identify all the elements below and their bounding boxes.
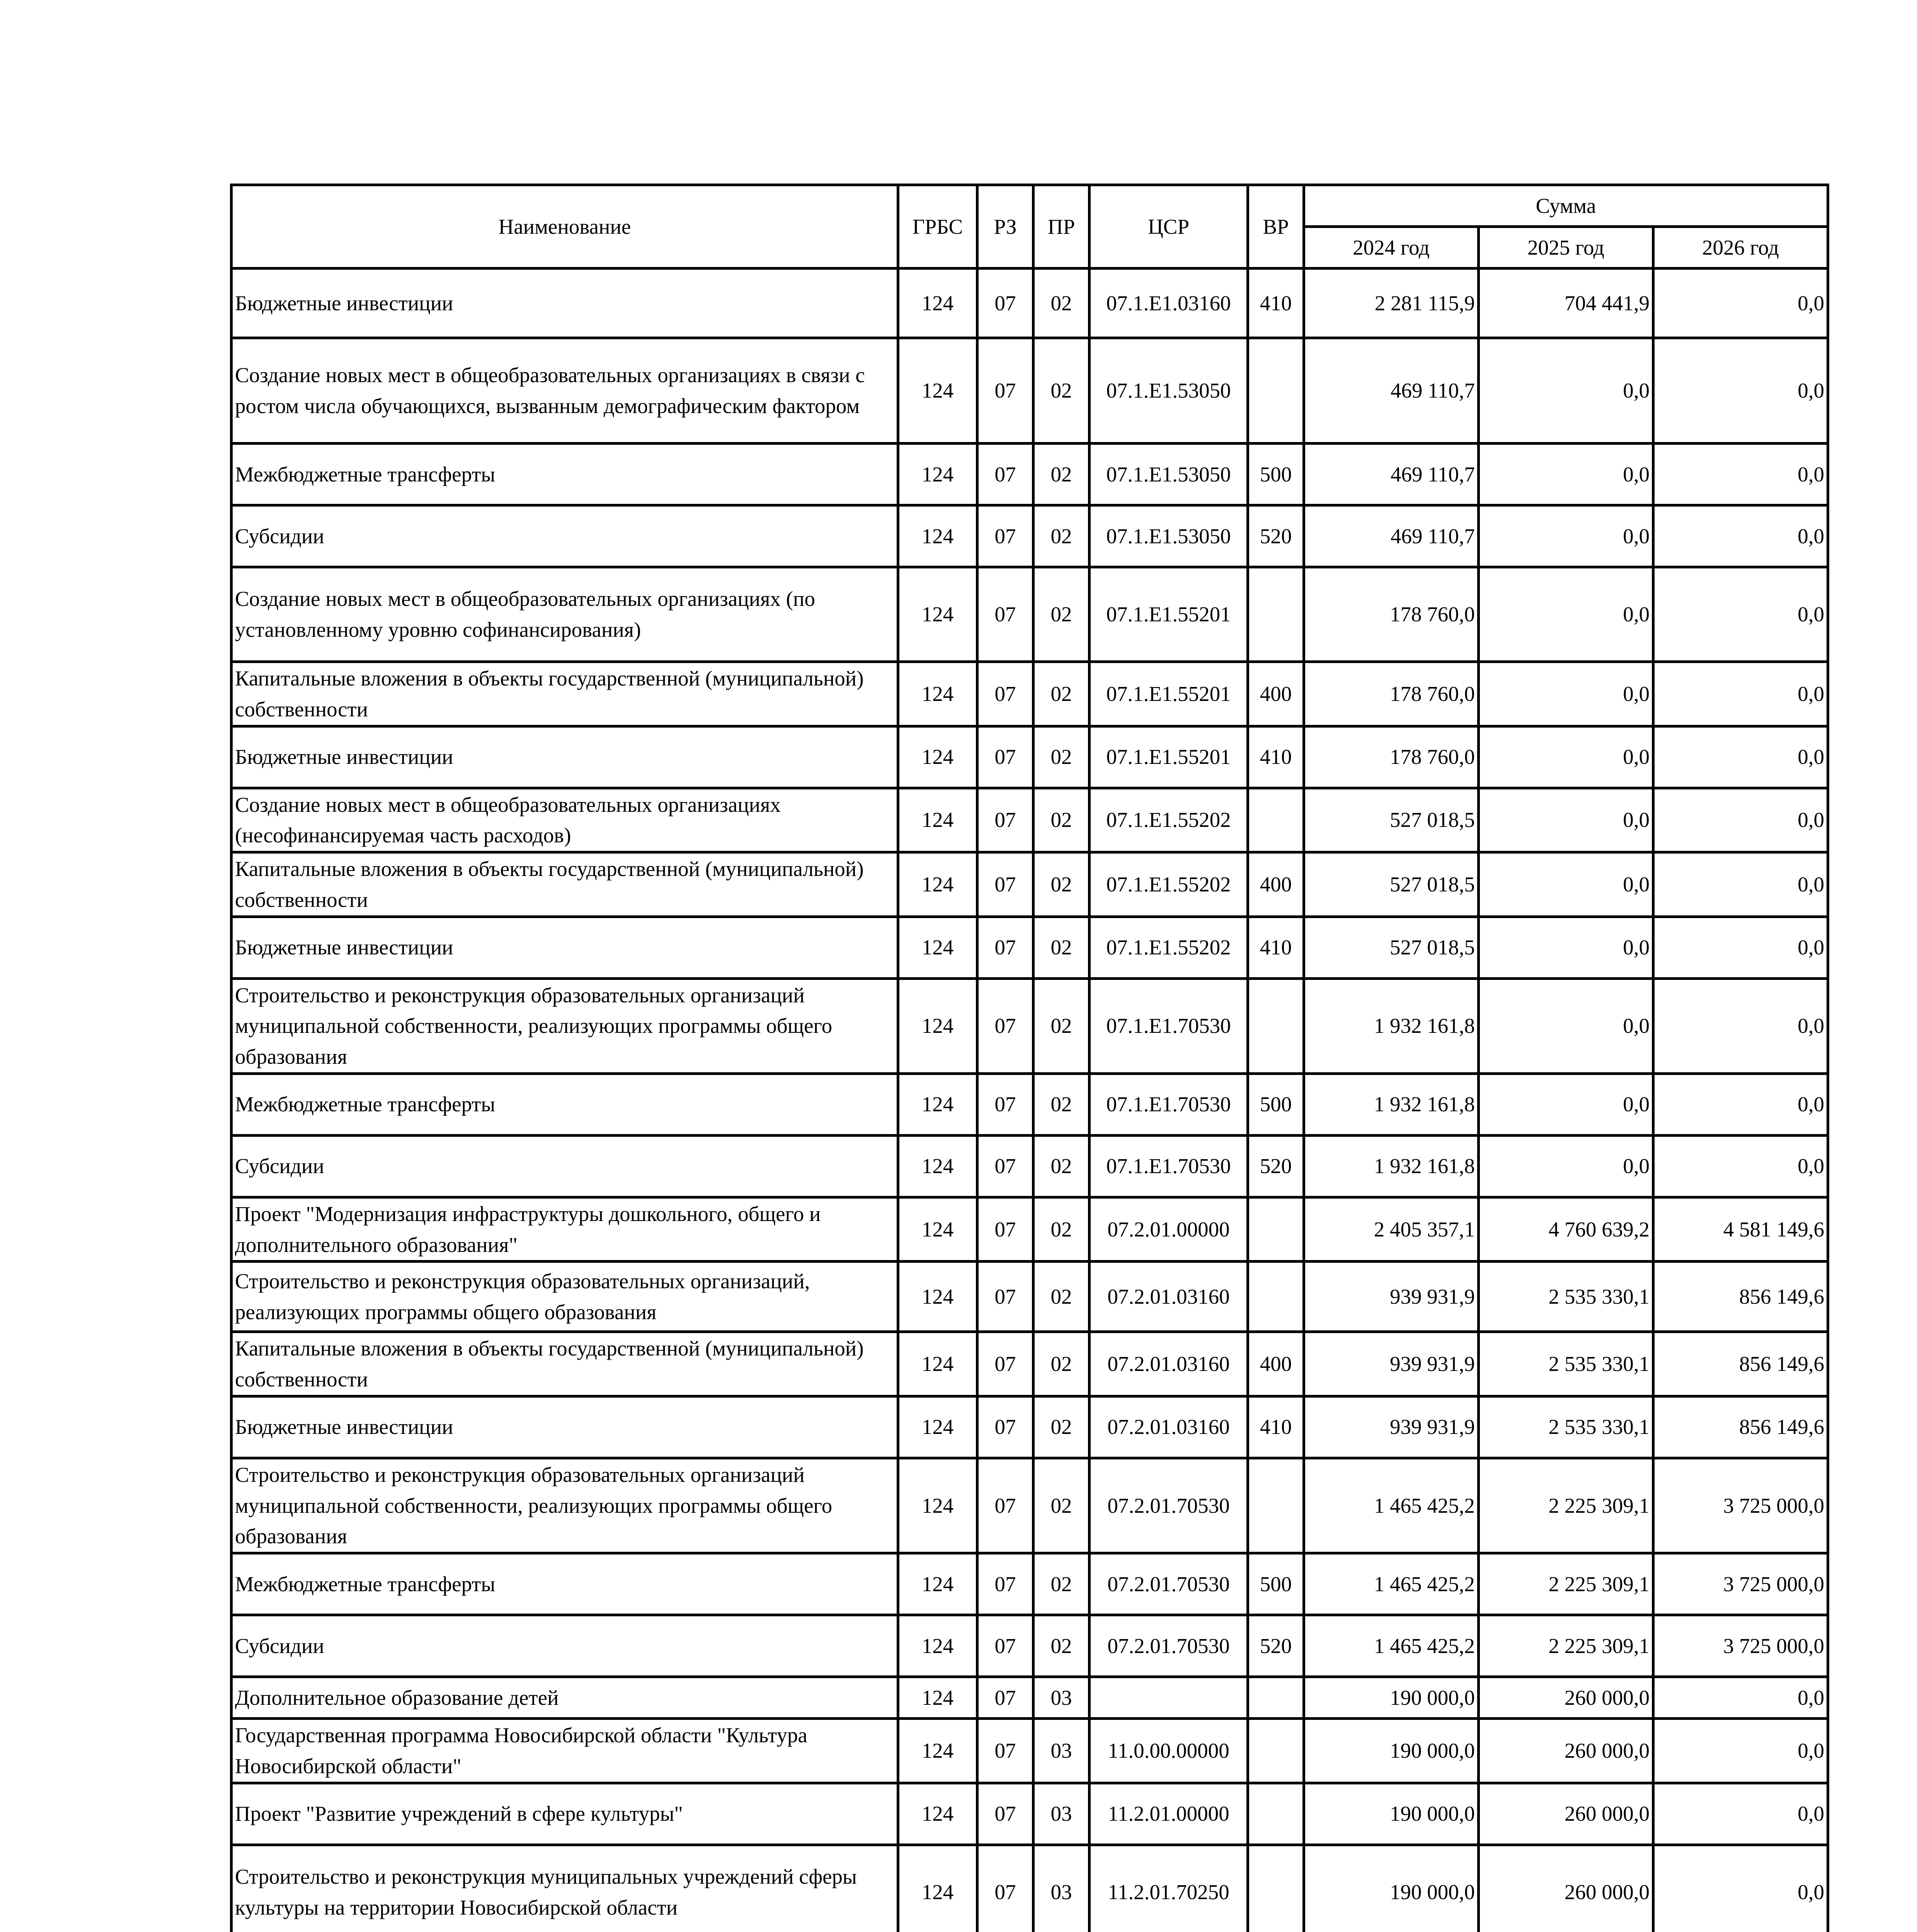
cell-pr: 02: [1033, 978, 1090, 1073]
table-row: [232, 1677, 1828, 1719]
cell-name: Бюджетные инвестиции: [232, 726, 898, 788]
cell-name: Межбюджетные трансферты: [232, 1553, 898, 1615]
cell-sum-2025: 0,0: [1479, 567, 1653, 662]
table-header: [232, 185, 1828, 269]
cell-sum-2024: 939 931,9: [1304, 1262, 1479, 1332]
cell-rz: 07: [977, 1719, 1033, 1783]
cell-name: Создание новых мест в общеобразовательных организациях (по установленному уровню софинансирования): [232, 567, 898, 662]
cell-sum-2024: 527 018,5: [1304, 852, 1479, 917]
cell-rz: 07: [977, 269, 1033, 338]
cell-sum-2026: 856 149,6: [1653, 1262, 1828, 1332]
cell-pr: 02: [1033, 726, 1090, 788]
cell-csr: 07.2.01.03160: [1090, 1396, 1248, 1458]
cell-sum-2024: 527 018,5: [1304, 917, 1479, 978]
cell-sum-2026: 0,0: [1653, 1783, 1828, 1845]
column-header-year-2024: 2024 год: [1304, 227, 1479, 269]
cell-csr: 07.1.E1.55201: [1090, 567, 1248, 662]
cell-grbs: 124: [898, 917, 977, 978]
cell-sum-2026: 0,0: [1653, 1845, 1828, 1932]
cell-pr: 02: [1033, 852, 1090, 917]
cell-grbs: 124: [898, 788, 977, 852]
table-row: [232, 1262, 1828, 1332]
cell-csr: 07.1.E1.55202: [1090, 917, 1248, 978]
cell-sum-2025: 0,0: [1479, 978, 1653, 1073]
cell-csr: 07.1.E1.55202: [1090, 852, 1248, 917]
cell-sum-2026: 0,0: [1653, 788, 1828, 852]
table-row: [232, 1719, 1828, 1783]
cell-vr: 500: [1248, 1073, 1304, 1135]
cell-grbs: 124: [898, 1719, 977, 1783]
cell-rz: 07: [977, 788, 1033, 852]
cell-grbs: 124: [898, 1615, 977, 1677]
cell-sum-2026: 0,0: [1653, 917, 1828, 978]
table-body: [232, 269, 1828, 1932]
cell-sum-2026: 3 725 000,0: [1653, 1615, 1828, 1677]
cell-sum-2026: 0,0: [1653, 1073, 1828, 1135]
cell-vr: [1248, 788, 1304, 852]
table-row: [232, 1553, 1828, 1615]
cell-sum-2026: 0,0: [1653, 978, 1828, 1073]
cell-sum-2026: 0,0: [1653, 567, 1828, 662]
cell-name: Дополнительное образование детей: [232, 1677, 898, 1719]
table-row: [232, 1396, 1828, 1458]
cell-sum-2024: 469 110,7: [1304, 338, 1479, 444]
cell-grbs: 124: [898, 1332, 977, 1396]
table-row: [232, 269, 1828, 338]
cell-grbs: 124: [898, 1845, 977, 1932]
cell-sum-2024: 939 931,9: [1304, 1332, 1479, 1396]
cell-grbs: 124: [898, 726, 977, 788]
cell-grbs: 124: [898, 1073, 977, 1135]
cell-pr: 03: [1033, 1719, 1090, 1783]
cell-pr: 03: [1033, 1783, 1090, 1845]
cell-csr: 07.1.E1.55201: [1090, 662, 1248, 726]
table-row: [232, 917, 1828, 978]
column-header-pr: ПР: [1033, 185, 1090, 269]
cell-pr: 02: [1033, 567, 1090, 662]
table-row: [232, 1332, 1828, 1396]
cell-vr: [1248, 1783, 1304, 1845]
cell-sum-2024: 190 000,0: [1304, 1783, 1479, 1845]
cell-rz: 07: [977, 567, 1033, 662]
table-row: [232, 662, 1828, 726]
cell-pr: 02: [1033, 1262, 1090, 1332]
cell-sum-2024: 190 000,0: [1304, 1677, 1479, 1719]
cell-name: Проект "Развитие учреждений в сфере культуры": [232, 1783, 898, 1845]
table-row: [232, 1135, 1828, 1197]
cell-rz: 07: [977, 444, 1033, 505]
cell-name: Строительство и реконструкция муниципальных учреждений сферы культуры на территории Новосибирской области: [232, 1845, 898, 1932]
cell-vr: [1248, 338, 1304, 444]
cell-rz: 07: [977, 852, 1033, 917]
cell-rz: 07: [977, 1615, 1033, 1677]
cell-name: Бюджетные инвестиции: [232, 1396, 898, 1458]
cell-pr: 02: [1033, 505, 1090, 567]
cell-sum-2025: 0,0: [1479, 444, 1653, 505]
cell-sum-2024: 1 465 425,2: [1304, 1615, 1479, 1677]
cell-grbs: 124: [898, 505, 977, 567]
cell-sum-2025: 260 000,0: [1479, 1845, 1653, 1932]
cell-sum-2024: 178 760,0: [1304, 726, 1479, 788]
cell-vr: 400: [1248, 1332, 1304, 1396]
cell-rz: 07: [977, 1396, 1033, 1458]
cell-csr: [1090, 1677, 1248, 1719]
cell-name: Строительство и реконструкция образовательных организаций муниципальной собственности, реализующих программы общего образования: [232, 978, 898, 1073]
cell-csr: 07.2.01.03160: [1090, 1332, 1248, 1396]
table-row: [232, 338, 1828, 444]
cell-rz: 07: [977, 338, 1033, 444]
cell-sum-2025: 2 225 309,1: [1479, 1553, 1653, 1615]
column-header-year-2025: 2025 год: [1479, 227, 1653, 269]
cell-sum-2026: 0,0: [1653, 269, 1828, 338]
cell-csr: 07.2.01.70530: [1090, 1553, 1248, 1615]
table-row: [232, 1458, 1828, 1553]
cell-pr: 03: [1033, 1677, 1090, 1719]
cell-csr: 07.1.E1.55201: [1090, 726, 1248, 788]
cell-pr: 02: [1033, 444, 1090, 505]
cell-sum-2026: 0,0: [1653, 444, 1828, 505]
cell-pr: 02: [1033, 1197, 1090, 1262]
table-row: [232, 788, 1828, 852]
cell-name: Субсидии: [232, 1615, 898, 1677]
cell-csr: 07.2.01.70530: [1090, 1458, 1248, 1553]
cell-sum-2024: 527 018,5: [1304, 788, 1479, 852]
cell-grbs: 124: [898, 567, 977, 662]
cell-name: Субсидии: [232, 505, 898, 567]
cell-sum-2024: 2 281 115,9: [1304, 269, 1479, 338]
cell-pr: 02: [1033, 917, 1090, 978]
cell-sum-2024: 469 110,7: [1304, 505, 1479, 567]
cell-sum-2025: 2 225 309,1: [1479, 1615, 1653, 1677]
cell-rz: 07: [977, 1783, 1033, 1845]
table-row: [232, 852, 1828, 917]
table-row: [232, 567, 1828, 662]
cell-pr: 02: [1033, 338, 1090, 444]
cell-pr: 02: [1033, 788, 1090, 852]
cell-sum-2026: 856 149,6: [1653, 1332, 1828, 1396]
cell-csr: 07.2.01.00000: [1090, 1197, 1248, 1262]
cell-vr: [1248, 1677, 1304, 1719]
cell-sum-2025: 0,0: [1479, 338, 1653, 444]
cell-grbs: 124: [898, 1458, 977, 1553]
cell-sum-2024: 178 760,0: [1304, 567, 1479, 662]
cell-sum-2024: 1 465 425,2: [1304, 1458, 1479, 1553]
cell-sum-2024: 190 000,0: [1304, 1719, 1479, 1783]
cell-sum-2025: 260 000,0: [1479, 1677, 1653, 1719]
cell-grbs: 124: [898, 269, 977, 338]
cell-vr: [1248, 978, 1304, 1073]
cell-csr: 07.1.E1.53050: [1090, 444, 1248, 505]
cell-csr: 07.2.01.70530: [1090, 1615, 1248, 1677]
cell-sum-2024: 190 000,0: [1304, 1845, 1479, 1932]
cell-sum-2024: 178 760,0: [1304, 662, 1479, 726]
cell-grbs: 124: [898, 1677, 977, 1719]
cell-vr: 520: [1248, 505, 1304, 567]
cell-pr: 02: [1033, 1073, 1090, 1135]
cell-vr: 410: [1248, 726, 1304, 788]
cell-vr: 520: [1248, 1615, 1304, 1677]
cell-rz: 07: [977, 917, 1033, 978]
cell-sum-2025: 260 000,0: [1479, 1783, 1653, 1845]
column-header-csr: ЦСР: [1090, 185, 1248, 269]
column-header-vr: ВР: [1248, 185, 1304, 269]
cell-csr: 07.1.E1.53050: [1090, 505, 1248, 567]
cell-sum-2024: 1 932 161,8: [1304, 978, 1479, 1073]
column-header-rz: РЗ: [977, 185, 1033, 269]
cell-vr: [1248, 1845, 1304, 1932]
cell-name: Капитальные вложения в объекты государственной (муниципальной) собственности: [232, 662, 898, 726]
cell-sum-2025: 0,0: [1479, 788, 1653, 852]
table-row: [232, 1845, 1828, 1932]
cell-pr: 02: [1033, 1396, 1090, 1458]
cell-vr: [1248, 1719, 1304, 1783]
cell-csr: 07.1.E1.70530: [1090, 978, 1248, 1073]
cell-vr: 500: [1248, 1553, 1304, 1615]
cell-sum-2026: 0,0: [1653, 505, 1828, 567]
cell-sum-2026: 0,0: [1653, 852, 1828, 917]
cell-sum-2026: 0,0: [1653, 1719, 1828, 1783]
column-header-name: Наименование: [232, 185, 898, 269]
cell-grbs: 124: [898, 1783, 977, 1845]
cell-rz: 07: [977, 1332, 1033, 1396]
cell-csr: 11.0.00.00000: [1090, 1719, 1248, 1783]
cell-csr: 11.2.01.70250: [1090, 1845, 1248, 1932]
table-row: [232, 726, 1828, 788]
cell-csr: 07.1.E1.55202: [1090, 788, 1248, 852]
cell-grbs: 124: [898, 444, 977, 505]
cell-rz: 07: [977, 1135, 1033, 1197]
cell-vr: 400: [1248, 852, 1304, 917]
table-row: [232, 978, 1828, 1073]
table-row: [232, 505, 1828, 567]
cell-rz: 07: [977, 662, 1033, 726]
cell-sum-2025: 2 535 330,1: [1479, 1332, 1653, 1396]
cell-rz: 07: [977, 1553, 1033, 1615]
cell-vr: [1248, 1197, 1304, 1262]
cell-sum-2026: 0,0: [1653, 726, 1828, 788]
cell-pr: 03: [1033, 1845, 1090, 1932]
cell-pr: 02: [1033, 1458, 1090, 1553]
table-row: [232, 1073, 1828, 1135]
cell-rz: 07: [977, 1262, 1033, 1332]
cell-rz: 07: [977, 1197, 1033, 1262]
cell-rz: 07: [977, 1073, 1033, 1135]
cell-vr: 410: [1248, 1396, 1304, 1458]
cell-sum-2026: 3 725 000,0: [1653, 1458, 1828, 1553]
cell-grbs: 124: [898, 1135, 977, 1197]
cell-sum-2025: 2 225 309,1: [1479, 1458, 1653, 1553]
cell-sum-2026: 856 149,6: [1653, 1396, 1828, 1458]
cell-rz: 07: [977, 505, 1033, 567]
cell-sum-2026: 0,0: [1653, 1135, 1828, 1197]
cell-vr: [1248, 1458, 1304, 1553]
cell-name: Межбюджетные трансферты: [232, 1073, 898, 1135]
cell-sum-2024: 1 932 161,8: [1304, 1073, 1479, 1135]
cell-name: Бюджетные инвестиции: [232, 917, 898, 978]
cell-name: Капитальные вложения в объекты государственной (муниципальной) собственности: [232, 852, 898, 917]
column-header-year-2026: 2026 год: [1653, 227, 1828, 269]
cell-sum-2026: 0,0: [1653, 662, 1828, 726]
cell-rz: 07: [977, 978, 1033, 1073]
cell-sum-2025: 2 535 330,1: [1479, 1396, 1653, 1458]
cell-sum-2024: 469 110,7: [1304, 444, 1479, 505]
cell-grbs: 124: [898, 338, 977, 444]
cell-grbs: 124: [898, 1396, 977, 1458]
cell-pr: 02: [1033, 1332, 1090, 1396]
cell-sum-2024: 1 465 425,2: [1304, 1553, 1479, 1615]
cell-rz: 07: [977, 1845, 1033, 1932]
cell-sum-2024: 2 405 357,1: [1304, 1197, 1479, 1262]
table-row: [232, 1197, 1828, 1262]
cell-name: Субсидии: [232, 1135, 898, 1197]
cell-csr: 07.1.E1.03160: [1090, 269, 1248, 338]
cell-name: Создание новых мест в общеобразовательных организациях (несофинансируемая часть расходов): [232, 788, 898, 852]
budget-table: [230, 184, 1829, 1932]
cell-sum-2025: 0,0: [1479, 1135, 1653, 1197]
cell-name: Капитальные вложения в объекты государственной (муниципальной) собственности: [232, 1332, 898, 1396]
cell-vr: [1248, 567, 1304, 662]
cell-sum-2026: 0,0: [1653, 338, 1828, 444]
cell-sum-2026: 0,0: [1653, 1677, 1828, 1719]
header-row-1: [232, 185, 1828, 227]
cell-csr: 11.2.01.00000: [1090, 1783, 1248, 1845]
cell-vr: 410: [1248, 269, 1304, 338]
table-row: [232, 1783, 1828, 1845]
cell-sum-2025: 0,0: [1479, 662, 1653, 726]
cell-csr: 07.1.E1.70530: [1090, 1135, 1248, 1197]
cell-pr: 02: [1033, 269, 1090, 338]
cell-grbs: 124: [898, 852, 977, 917]
table-row: [232, 444, 1828, 505]
cell-name: Государственная программа Новосибирской области "Культура Новосибирской области": [232, 1719, 898, 1783]
cell-csr: 07.2.01.03160: [1090, 1262, 1248, 1332]
cell-sum-2024: 1 932 161,8: [1304, 1135, 1479, 1197]
cell-name: Бюджетные инвестиции: [232, 269, 898, 338]
cell-name: Межбюджетные трансферты: [232, 444, 898, 505]
cell-rz: 07: [977, 726, 1033, 788]
cell-pr: 02: [1033, 1135, 1090, 1197]
cell-grbs: 124: [898, 662, 977, 726]
cell-vr: [1248, 1262, 1304, 1332]
cell-rz: 07: [977, 1458, 1033, 1553]
cell-sum-2025: 260 000,0: [1479, 1719, 1653, 1783]
cell-sum-2025: 0,0: [1479, 505, 1653, 567]
cell-grbs: 124: [898, 1553, 977, 1615]
cell-sum-2025: 4 760 639,2: [1479, 1197, 1653, 1262]
cell-name: Проект "Модернизация инфраструктуры дошкольного, общего и дополнительного образования": [232, 1197, 898, 1262]
table-row: [232, 1615, 1828, 1677]
cell-vr: 410: [1248, 917, 1304, 978]
cell-rz: 07: [977, 1677, 1033, 1719]
column-header-sum: Сумма: [1304, 185, 1828, 227]
cell-vr: 520: [1248, 1135, 1304, 1197]
cell-grbs: 124: [898, 978, 977, 1073]
cell-sum-2025: 0,0: [1479, 1073, 1653, 1135]
column-header-grbs: ГРБС: [898, 185, 977, 269]
cell-name: Строительство и реконструкция образовательных организаций, реализующих программы общего образования: [232, 1262, 898, 1332]
cell-grbs: 124: [898, 1197, 977, 1262]
cell-pr: 02: [1033, 1615, 1090, 1677]
cell-name: Создание новых мест в общеобразовательных организациях в связи с ростом числа обучающихся, вызванным демографическим фактором: [232, 338, 898, 444]
cell-vr: 500: [1248, 444, 1304, 505]
cell-sum-2026: 3 725 000,0: [1653, 1553, 1828, 1615]
cell-grbs: 124: [898, 1262, 977, 1332]
cell-vr: 400: [1248, 662, 1304, 726]
cell-pr: 02: [1033, 1553, 1090, 1615]
cell-pr: 02: [1033, 662, 1090, 726]
cell-csr: 07.1.E1.70530: [1090, 1073, 1248, 1135]
cell-sum-2026: 4 581 149,6: [1653, 1197, 1828, 1262]
cell-sum-2025: 0,0: [1479, 917, 1653, 978]
cell-sum-2025: 0,0: [1479, 726, 1653, 788]
cell-sum-2025: 704 441,9: [1479, 269, 1653, 338]
cell-sum-2024: 939 931,9: [1304, 1396, 1479, 1458]
cell-sum-2025: 2 535 330,1: [1479, 1262, 1653, 1332]
cell-sum-2025: 0,0: [1479, 852, 1653, 917]
cell-csr: 07.1.E1.53050: [1090, 338, 1248, 444]
cell-name: Строительство и реконструкция образовательных организаций муниципальной собственности, реализующих программы общего образования: [232, 1458, 898, 1553]
